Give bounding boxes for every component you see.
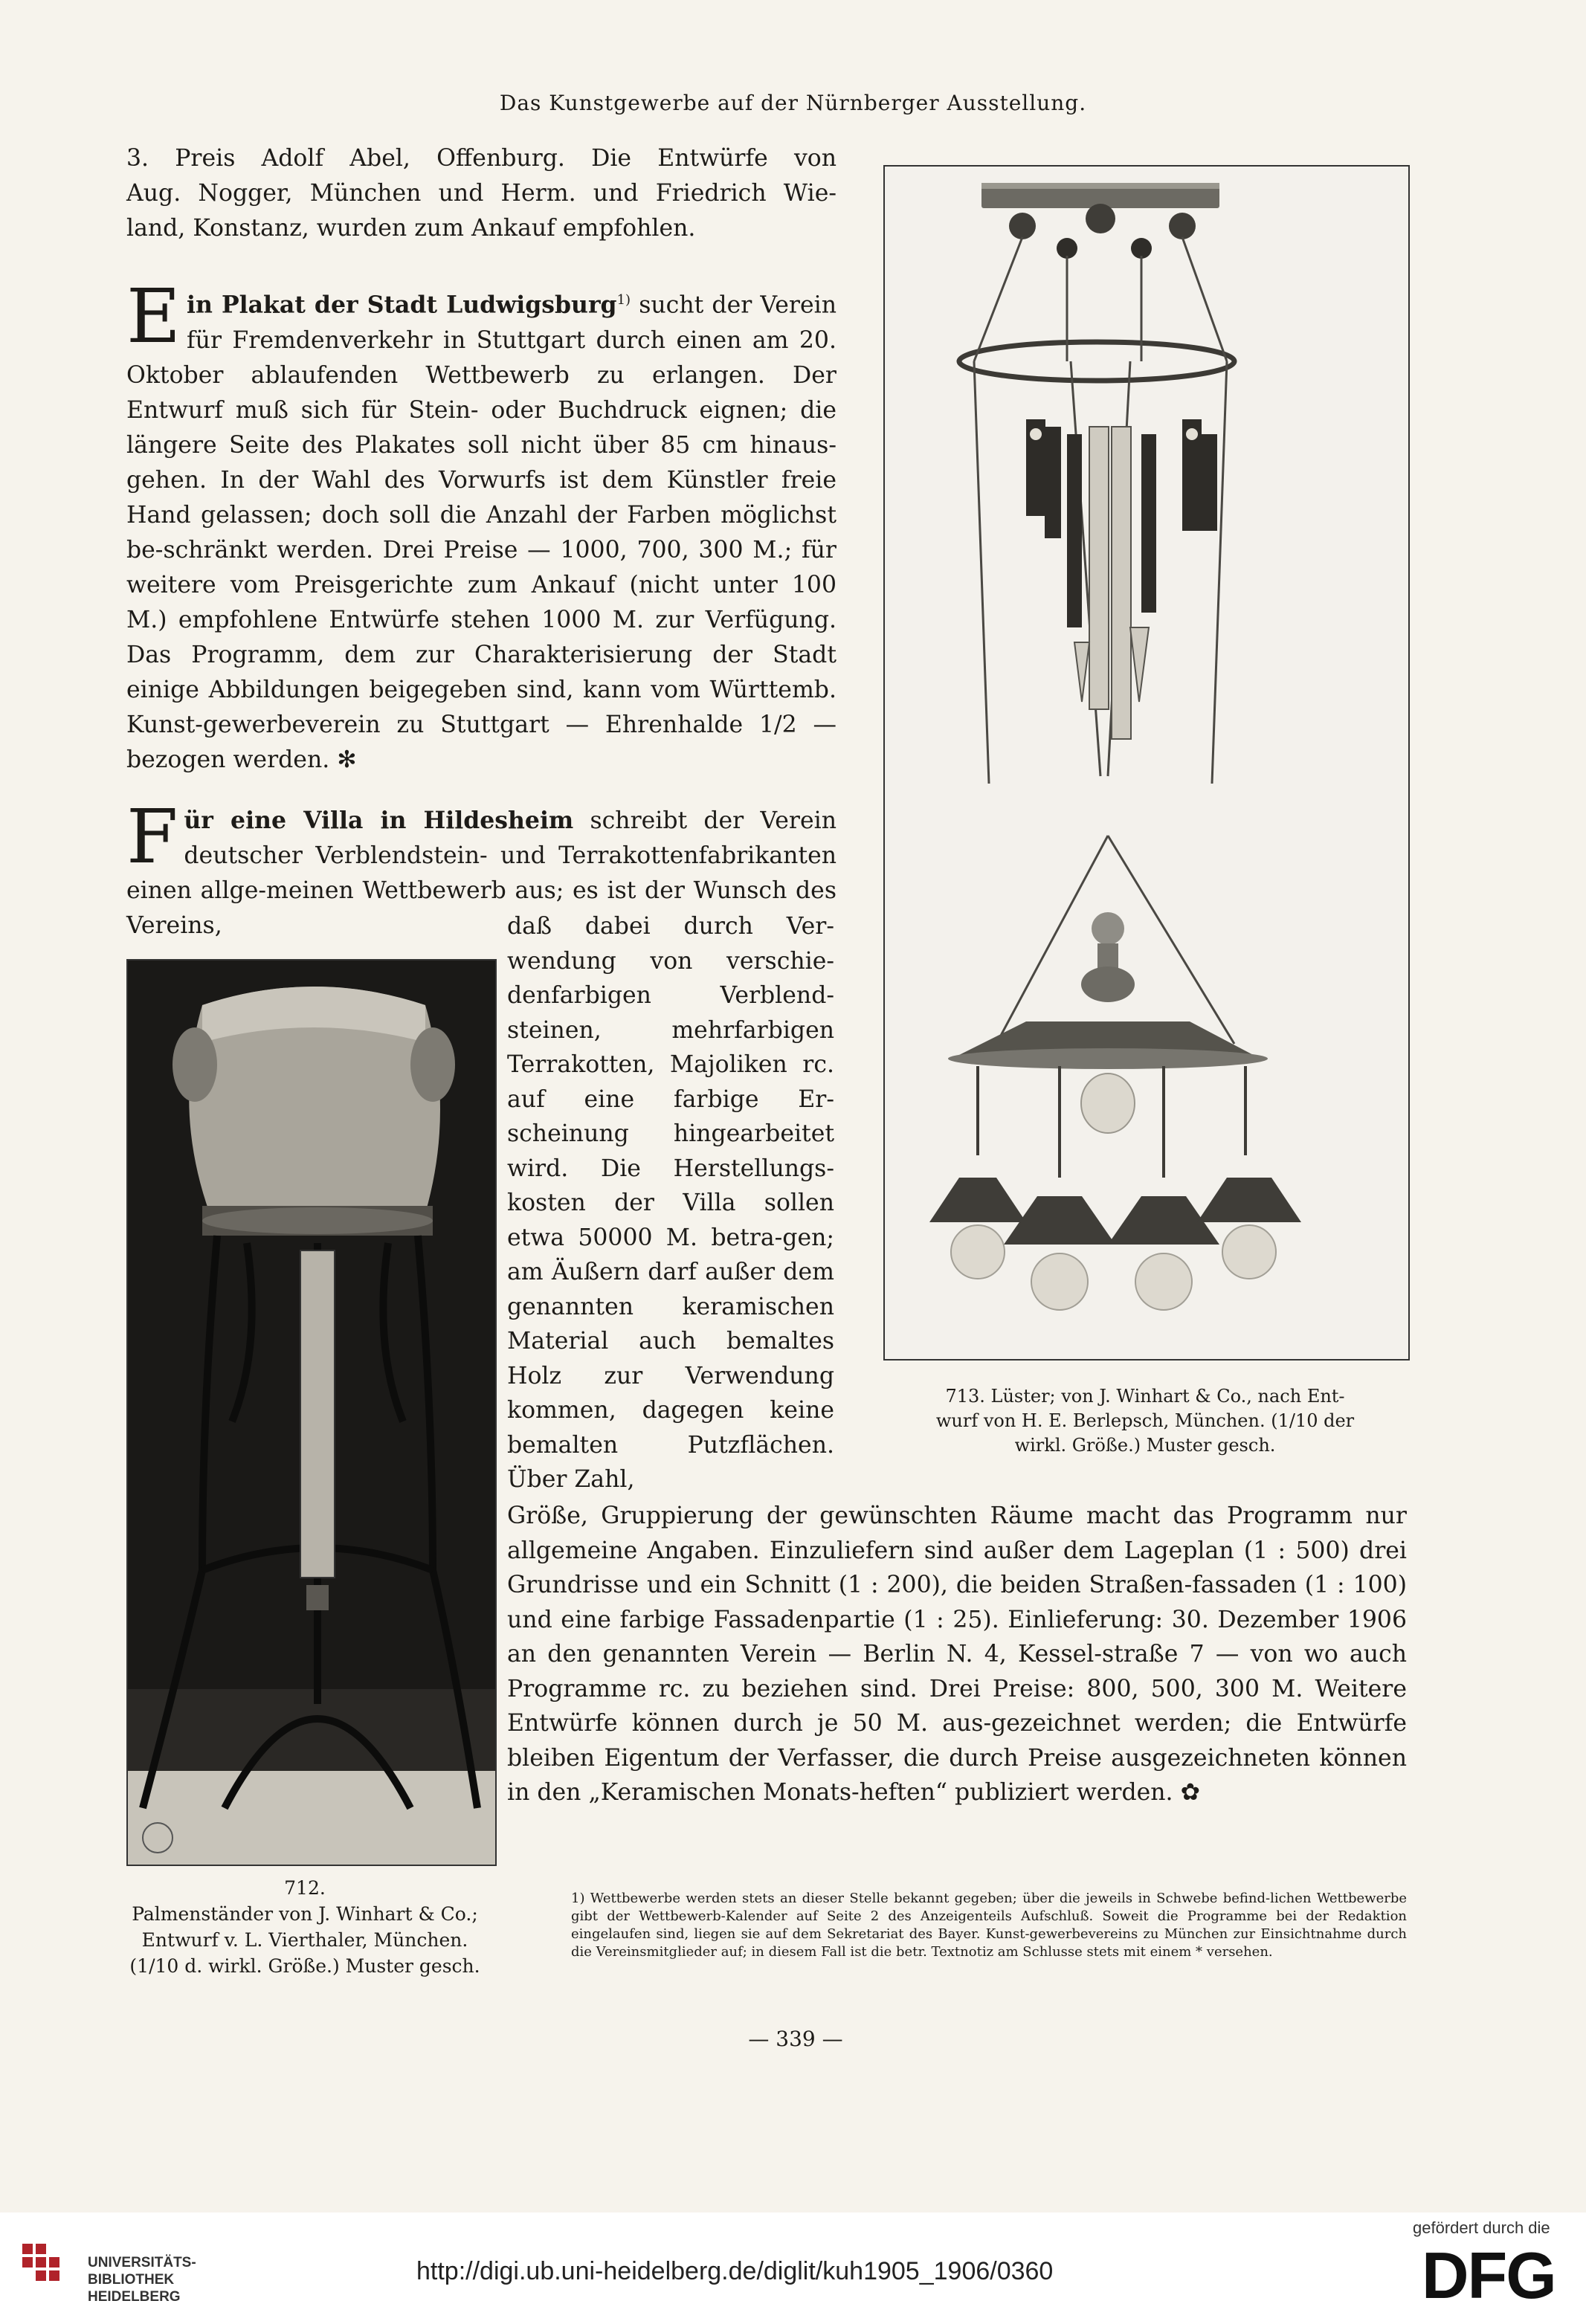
funded-by-label: gefördert durch die: [1413, 2218, 1550, 2237]
caption-line: Palmenständer von J. Winhart & Co.;: [132, 1903, 478, 1925]
footnote-mark: 1): [616, 292, 631, 308]
figure-number: 712.: [284, 1877, 326, 1899]
article-lead: in Plakat der Stadt Ludwigsburg: [187, 291, 617, 319]
library-line: UNIVERSITÄTS-: [88, 2255, 196, 2270]
figure-713-caption: [883, 1384, 1407, 1458]
source-url-link[interactable]: http://digi.ub.uni-heidelberg.de/diglit/kuh1905_1906/0360: [416, 2257, 1054, 2285]
caption-line: Entwurf v. L. Vierthaler, München.: [141, 1929, 468, 1951]
article-villa-narrow-column: daß dabei durch Ver-wendung von verschie-denfarbigen Verblend-steinen, mehrfarbigen Terrakotten, Majoliken rc. auf eine farbige Er-scheinung hingearbeitet wird. Die Herstellungs-kosten der Villa sollen etwa 50000 M. betra-gen; am Äußern darf außer dem genannten keramischen Material auch bemaltes Holz zur Verwendung kommen, dagegen keine bemalten Putzflächen. Über Zahl,: [507, 913, 834, 1493]
library-line: HEIDELBERG: [88, 2289, 181, 2305]
dfg-logo: DFG: [1422, 2239, 1556, 2312]
caption-line: wurf von H. E. Berlepsch, München. (1/10 der: [935, 1410, 1355, 1431]
intro-line: land, Konstanz, wurden zum Ankauf empfohlen.: [126, 215, 696, 242]
figure-713-photo: [883, 165, 1410, 1360]
footnote: 1) Wettbewerbe werden stets an dieser Stelle bekannt gegeben; über die jeweils in Schwebe befind-lichen Wettbewerbe gibt der Wettbewerb-Kalender auf Seite 2 des Anzeigenteils Aufschluß. Soweit die Programme bei der Redaktion eingelaufen sind, liegen sie auf dem Sekretariat des Bayer. Kunst-gewerbevereins zu München zur Einsichtnahme durch die Vereinsmitglieder auf; in diesem Fall ist die betr. Textnotiz am Schlusse stets mit einem * versehen.: [571, 1891, 1407, 1960]
intro-line: Aug. Nogger, München und Herm. und Friedrich Wie-: [126, 180, 836, 207]
figure-712-photo: [126, 959, 497, 1866]
article-plakat-ludwigsburg: [126, 273, 836, 778]
caption-line: (1/10 d. wirkl. Größe.) Muster gesch.: [129, 1955, 480, 1977]
library-line: BIBLIOTHEK: [88, 2272, 175, 2288]
drop-initial: E: [126, 273, 181, 360]
library-name: [88, 2254, 196, 2305]
article-lead: ür eine Villa in Hildesheim: [184, 807, 574, 834]
article-body: schreibt der Verein deutscher Verblendstein- und Terrakottenfabrikanten einen allge-meinen Wettbewerb aus; es ist der Wunsch des Vereins,: [126, 807, 836, 939]
library-logo-icon: [22, 2244, 74, 2290]
article-body: sucht der Verein für Fremdenverkehr in Stuttgart durch einen am 20. Oktober ablaufenden Wettbewerb zu erlangen. Der Entwurf muß sich für Stein- oder Buchdruck eignen; die längere Seite des Plakates soll nicht über 85 cm hinaus-gehen. In der Wahl des Vorwurfs ist dem Künstler freie Hand gelassen; doch soll die Anzahl der Farben möglichst be-schränkt werden. Drei Preise — 1000, 700, 300 M.; für weitere vom Preisgerichte zum Ankauf (nicht unter 100 M.) empfohlene Entwürfe stehen 1000 M. zur Verfügung. Das Programm, dem zur Charakterisierung der Stadt einige Abbildungen beigegeben sind, kann vom Württemb. Kunst-gewerbeverein zu Stuttgart — Ehrenhalde 1/2 — bezogen werden. ✻: [126, 291, 836, 773]
caption-line: 713. Lüster; von J. Winhart & Co., nach Ent-: [945, 1386, 1345, 1407]
running-head: Das Kunstgewerbe auf der Nürnberger Ausstellung.: [499, 91, 1087, 115]
figure-712-caption: [112, 1875, 498, 1979]
footer-bar: [0, 2212, 1586, 2324]
intro-line: 3. Preis Adolf Abel, Offenburg. Die Entwürfe von: [126, 145, 836, 172]
chandelier-image: [885, 167, 1408, 1359]
page-number: — 339 —: [748, 2027, 843, 2051]
drop-initial: F: [126, 793, 178, 880]
plant-stand-image: [128, 961, 495, 1865]
caption-line: wirkl. Größe.) Muster gesch.: [1014, 1435, 1276, 1456]
article-villa-continued: Größe, Gruppierung der gewünschten Räume macht das Programm nur allgemeine Angaben. Einzuliefern sind außer dem Lageplan (1 : 500) drei Grundrisse und ein Schnitt (1 : 200), die beiden Straßen-fassaden (1 : 100) und eine farbige Fassadenpartie (1 : 25). Einlieferung: 30. Dezember 1906 an den genannten Verein — Berlin N. 4, Kessel-straße 7 — von wo auch Programme rc. zu beziehen sind. Drei Preise: 800, 500, 300 M. Weitere Entwürfe können durch je 50 M. aus-gezeichnet werden; die Entwürfe bleiben Eigentum der Verfasser, die durch Preise ausgezeichneten können in den „Keramischen Monats-heften“ publiziert werden. ✿: [507, 1502, 1407, 1806]
intro-paragraph: [126, 141, 836, 246]
